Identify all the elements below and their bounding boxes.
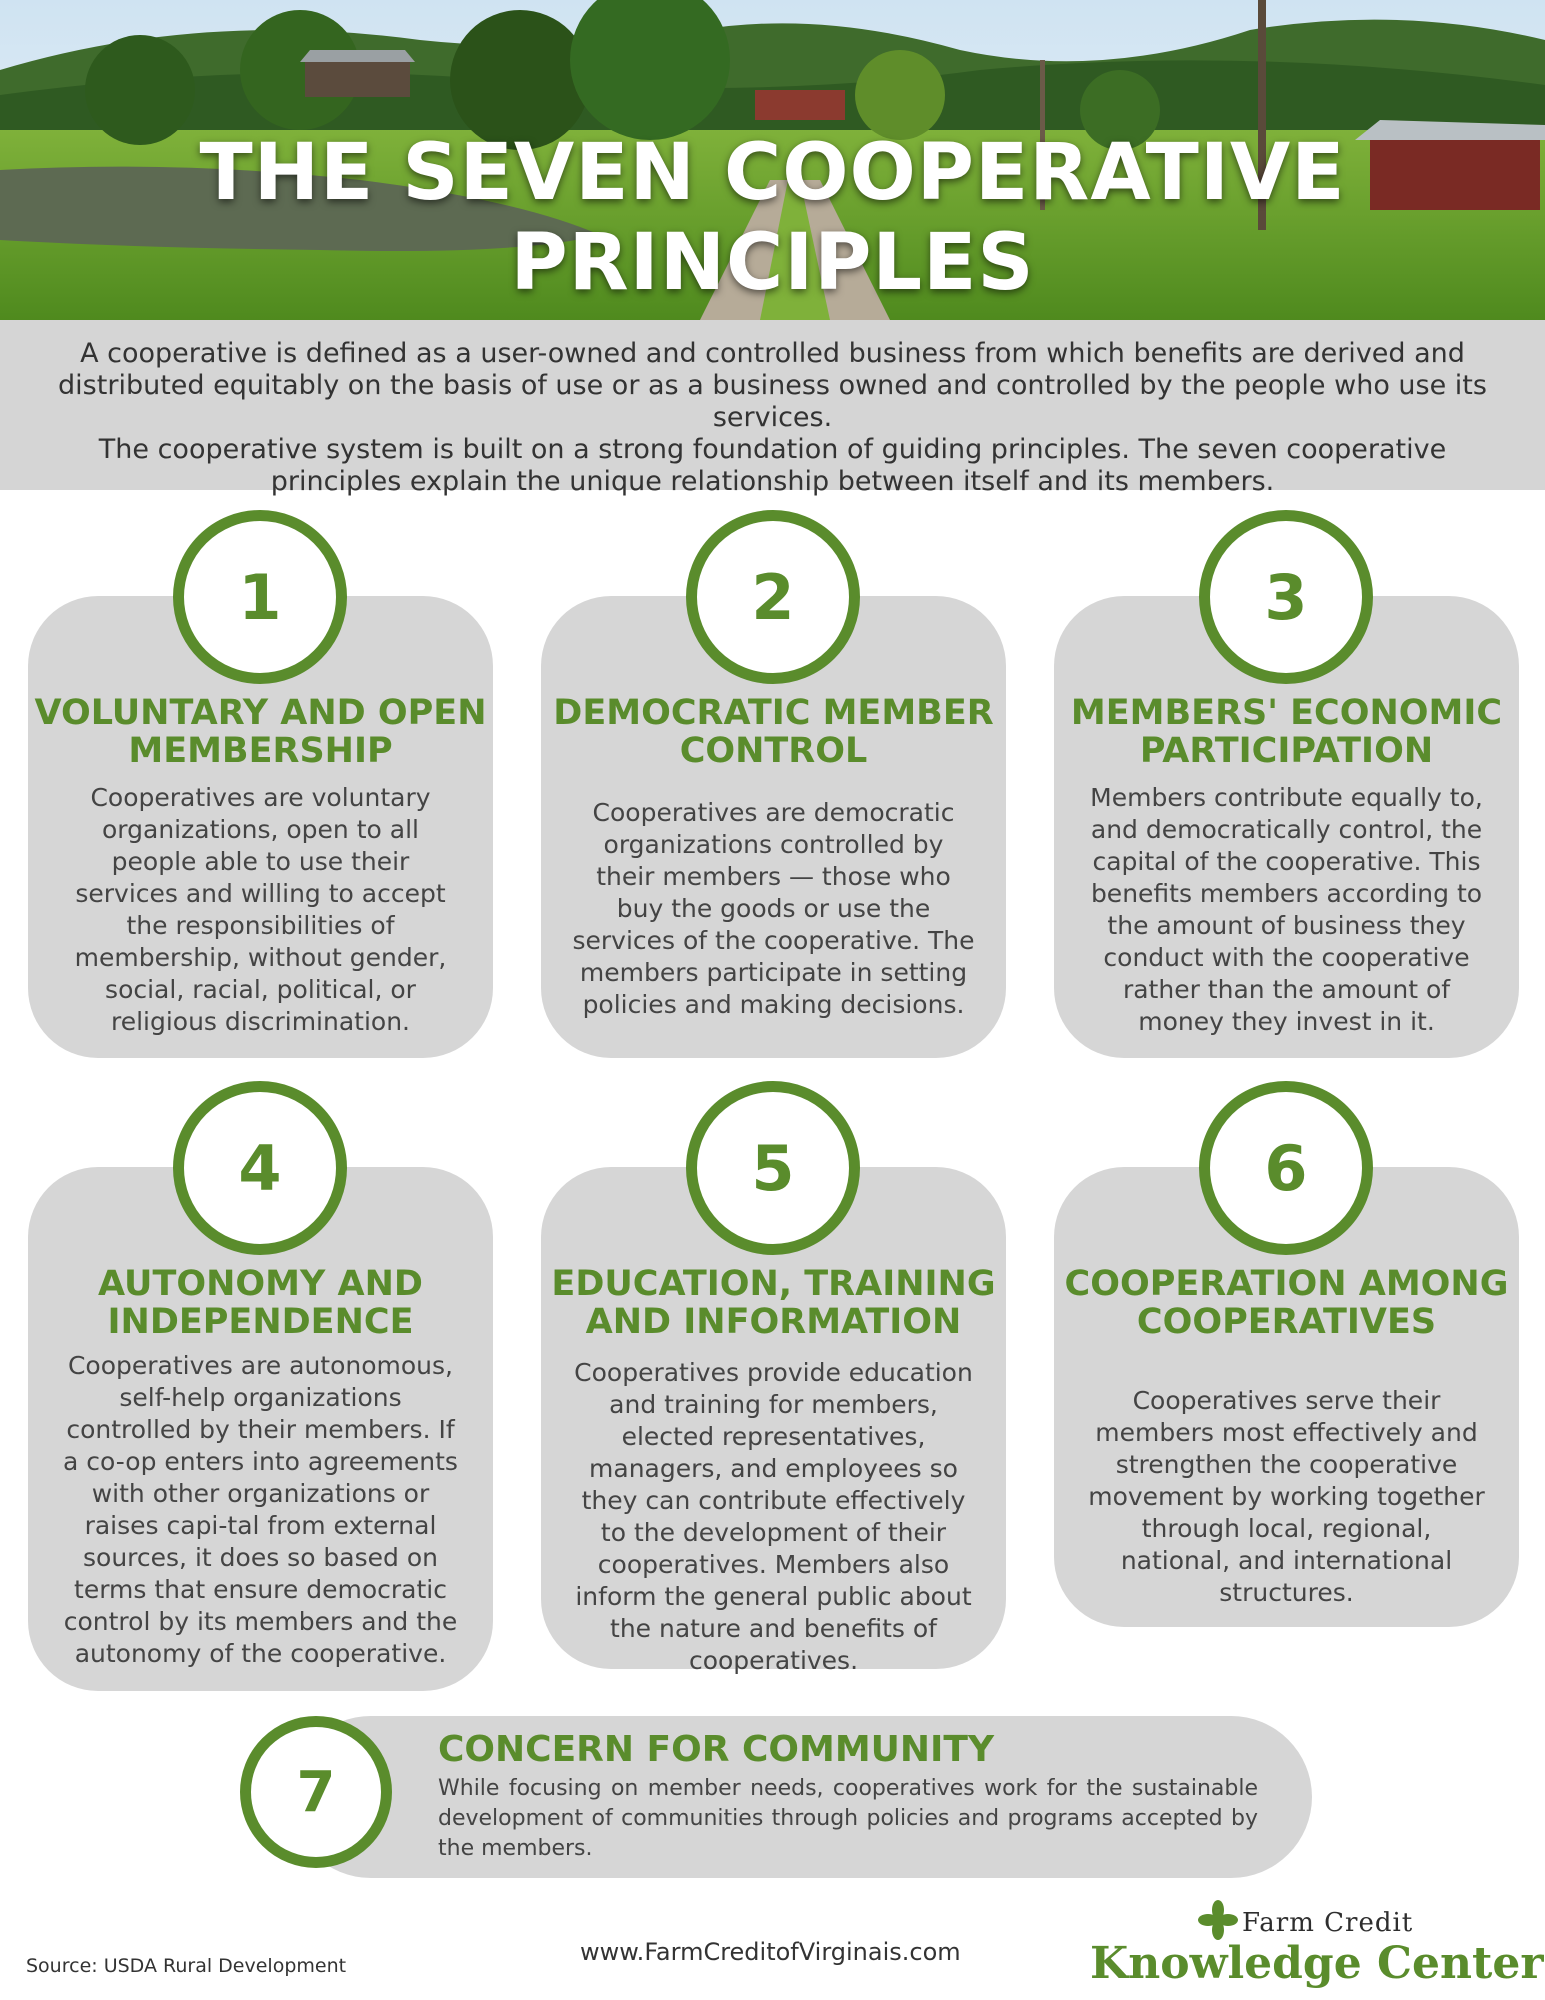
principle-body: While focusing on member needs, cooperatives work for the sustainable development of communities through policies and programs accepted by the members. bbox=[438, 1776, 1258, 1861]
page-title: THE SEVEN COOPERATIVE PRINCIPLES bbox=[199, 128, 1346, 308]
hero-banner bbox=[0, 0, 1545, 320]
principle-body: Cooperatives serve their members most effectively and strengthen the cooperative movement by working together through local, regional, national, and international structures. bbox=[1088, 1386, 1485, 1607]
principle-title: CONCERN FOR COMMUNITY bbox=[438, 1729, 995, 1770]
logo-wordmark-top: Farm Credit bbox=[1242, 1908, 1414, 1938]
principle-title: COOPERATION AMONG COOPERATIVES bbox=[1064, 1264, 1509, 1342]
principle-body: Members contribute equally to, and democratically control, the capital of the cooperative. This benefits members according to the amount of business they conduct with the cooperative rather than the amount of money they invest in it. bbox=[1090, 783, 1483, 1036]
principle-title: MEMBERS' ECONOMIC PARTICIPATION bbox=[1070, 693, 1503, 771]
principle-number-badge: 5 bbox=[686, 1081, 860, 1255]
principle-body: Cooperatives are democratic organizations controlled by their members — those who buy the goods or use the services of the cooperative. The members participate in setting policies and making decisions. bbox=[572, 798, 975, 1019]
principle-title: EDUCATION, TRAINING AND INFORMATION bbox=[551, 1264, 996, 1342]
source-citation: Source: USDA Rural Development bbox=[26, 1955, 347, 1977]
principle-body: Cooperatives are voluntary organizations, open to all people able to use their services and willing to accept the responsibilities of membership, without gender, social, racial, political, or religious discrimination. bbox=[74, 783, 447, 1036]
leaf-cluster-icon bbox=[1195, 1900, 1241, 1940]
principle-title: DEMOCRATIC MEMBER CONTROL bbox=[553, 693, 994, 771]
principle-number-badge: 3 bbox=[1199, 510, 1373, 684]
principle-number-badge: 4 bbox=[173, 1081, 347, 1255]
farm-credit-logo bbox=[1090, 1900, 1544, 1990]
website-link[interactable]: www.FarmCreditofVirginais.com bbox=[580, 1938, 961, 1966]
principle-title: VOLUNTARY AND OPEN MEMBERSHIP bbox=[34, 693, 487, 771]
principle-number-badge: 2 bbox=[686, 510, 860, 684]
intro-paragraph-principles: The cooperative system is built on a strong foundation of guiding principles. The seven cooperative principles explain the unique relationship between itself and its members. bbox=[98, 434, 1447, 497]
principle-body: Cooperatives provide education and training for members, elected representatives, managers, and employees so they can contribute effectively to the development of their cooperatives. Members also inform the general public about the nature and benefits of cooperatives. bbox=[574, 1358, 973, 1675]
principle-card-7 bbox=[290, 1716, 1312, 1878]
principle-number-badge: 6 bbox=[1199, 1081, 1373, 1255]
principle-number-badge: 7 bbox=[240, 1716, 392, 1868]
principle-body: Cooperatives are autonomous, self-help organizations controlled by their members. If a co-op enters into agreements with other organizations or raises capi-tal from external sources, it does so based on terms that ensure democratic control by its members and the autonomy of the cooperative. bbox=[63, 1351, 458, 1668]
intro-paragraph-definition: A cooperative is defined as a user-owned and controlled business from which benefits are derived and distributed equitably on the basis of use or as a business owned and controlled by the people who use its services. bbox=[58, 338, 1487, 433]
intro-band bbox=[0, 320, 1545, 497]
principle-title: AUTONOMY AND INDEPENDENCE bbox=[98, 1264, 423, 1342]
logo-wordmark-bottom: Knowledge Center bbox=[1090, 1938, 1544, 1989]
principle-number-badge: 1 bbox=[173, 510, 347, 684]
